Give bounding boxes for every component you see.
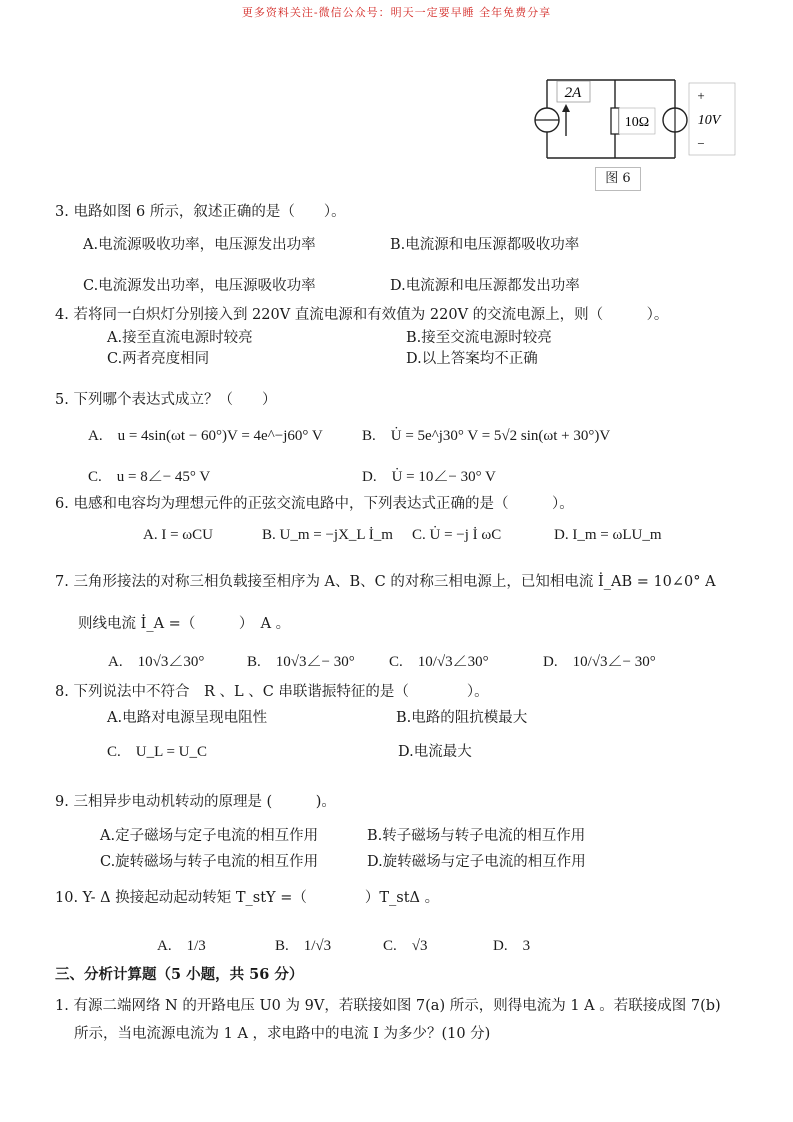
voltage-minus: −: [697, 136, 705, 151]
q5-option-d: D. U̇ = 10∠− 30° V: [362, 469, 496, 485]
q4-option-b: B.接至交流电源时较亮: [406, 330, 552, 346]
q8-stem: 8. 下列说法中不符合 R 、L 、C 串联谐振特征的是（ ）。: [55, 684, 489, 700]
q6-option-a: A. I = ωCU: [143, 527, 213, 543]
q9-option-d: D.旋转磁场与定子电流的相互作用: [367, 854, 586, 870]
q6-option-c: C. U̇ = −j İ ωC: [412, 527, 502, 543]
q7-stem-continued: 则线电流 İ_A =（ ） A 。: [78, 616, 291, 632]
resistor-label: 10Ω: [624, 115, 650, 130]
q8-option-c: C. U_L = U_C: [107, 744, 207, 760]
section-3-heading: 三、分析计算题（5 小题，共 56 分）: [55, 966, 304, 983]
q9-option-c: C.旋转磁场与转子电流的相互作用: [100, 854, 319, 870]
q4-stem: 4. 若将同一白炽灯分别接入到 220V 直流电源和有效值为 220V 的交流电源上，则（ ）。: [55, 307, 669, 323]
figure-6-caption: 图 6: [595, 167, 641, 191]
q9-option-b: B.转子磁场与转子电流的相互作用: [367, 828, 586, 844]
current-direction-arrow-icon: [562, 104, 570, 112]
q5-option-c: C. u = 8∠− 45° V: [88, 469, 211, 485]
q3-stem: 3. 电路如图 6 所示，叙述正确的是（ ）。: [55, 204, 346, 220]
q9-option-a: A.定子磁场与定子电流的相互作用: [100, 828, 319, 844]
q4-option-d: D.以上答案均不正确: [406, 351, 538, 367]
resistor-symbol: [611, 108, 619, 134]
problem-1-line-1: 1. 有源二端网络 N 的开路电压 U0 为 9V，若联接如图 7(a) 所示，则得电流为 1 A 。若联接成图 7(b): [55, 998, 721, 1014]
voltage-label: 10V: [697, 113, 721, 128]
q6-stem: 6. 电感和电容均为理想元件的正弦交流电路中，下列表达式正确的是（ ）。: [55, 496, 574, 512]
q7-option-c: C. 10/√3∠30°: [389, 654, 489, 670]
q10-stem: 10. Y- Δ 换接起动起动转矩 T_stY =（ ）T_stΔ 。: [55, 890, 440, 906]
current-label: 2A: [564, 85, 582, 101]
q3-option-b: B.电流源和电压源都吸收功率: [390, 237, 580, 253]
q7-option-b: B. 10√3∠− 30°: [247, 654, 355, 670]
q10-option-b: B. 1/√3: [275, 938, 332, 954]
q8-option-b: B.电路的阻抗模最大: [396, 710, 528, 726]
q7-option-a: A. 10√3∠30°: [108, 654, 205, 670]
top-banner: 更多资料关注-微信公众号：明天一定要早睡 全年免费分享: [241, 6, 552, 19]
q7-option-d: D. 10/√3∠− 30°: [543, 654, 656, 670]
q10-option-c: C. √3: [383, 938, 428, 954]
q9-stem: 9. 三相异步电动机转动的原理是 ( )。: [55, 794, 336, 810]
q4-option-a: A.接至直流电源时较亮: [107, 330, 253, 346]
q5-option-b: B. U̇ = 5e^j30° V = 5√2 sin(ωt + 30°)V: [362, 428, 611, 444]
q5-option-a: A. u = 4sin(ωt − 60°)V = 4e^−j60° V: [88, 428, 323, 444]
voltage-plus: +: [697, 88, 705, 103]
q3-option-c: C.电流源发出功率，电压源吸收功率: [83, 278, 316, 294]
q10-option-a: A. 1/3: [157, 938, 206, 954]
q8-option-d: D.电流最大: [398, 744, 472, 760]
q5-stem: 5. 下列哪个表达式成立？（ ）: [55, 392, 277, 408]
problem-1-line-2: 所示，当电流源电流为 1 A ，求电路中的电流 I 为多少？(10 分): [74, 1026, 491, 1042]
q3-option-a: A.电流源吸收功率，电压源发出功率: [83, 237, 316, 253]
q6-option-d: D. I_m = ωLU_m: [554, 527, 662, 543]
q8-option-a: A.电路对电源呈现电阻性: [107, 710, 268, 726]
q10-option-d: D. 3: [493, 938, 531, 954]
q3-option-d: D.电流源和电压源都发出功率: [390, 278, 580, 294]
q4-option-c: C.两者亮度相同: [107, 351, 210, 367]
q7-stem: 7. 三角形接法的对称三相负载接至相序为 A、B、C 的对称三相电源上，已知相电流 İ_AB = 10∠0° A: [55, 574, 716, 590]
q6-option-b: B. U_m = −jX_L İ_m: [262, 527, 393, 543]
